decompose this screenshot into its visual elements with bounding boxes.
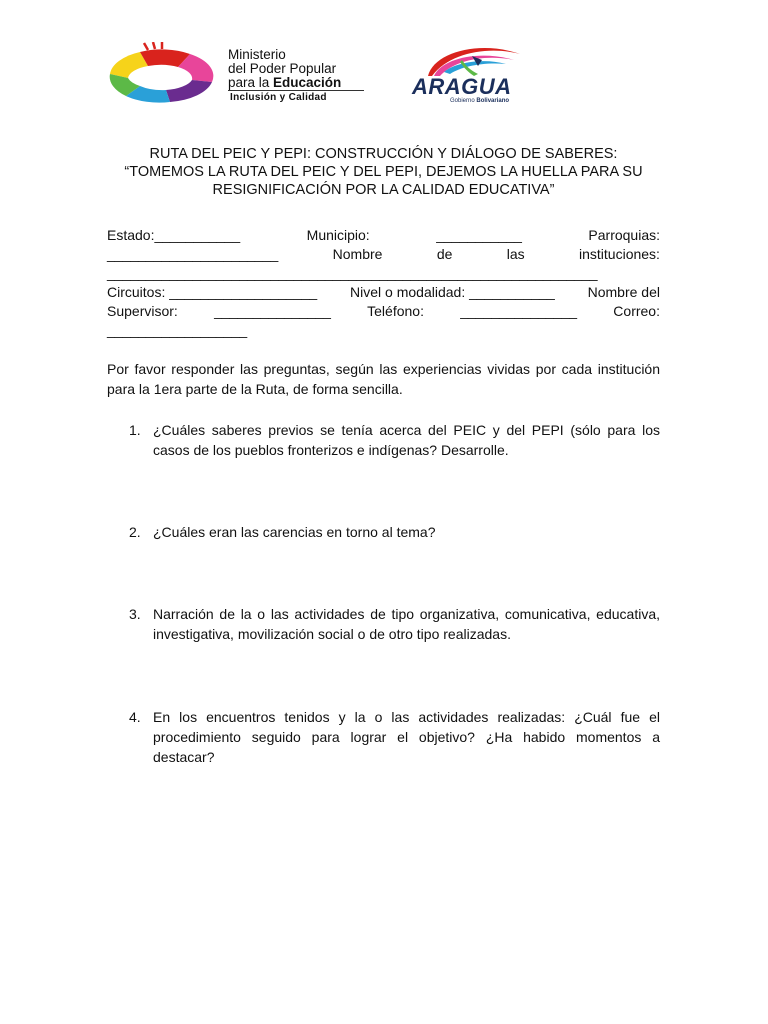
fields-row-4 <box>107 283 660 302</box>
instituciones-field[interactable]: _______________________________________________________________ <box>107 265 598 281</box>
ministerio-logo <box>108 42 370 106</box>
parroquias-field[interactable]: ______________________ <box>107 246 279 262</box>
question-text: Narración de la o las actividades de tipo organizativa, comunicativa, educativa, investigativa, movilización social o de otro tipo realizadas. <box>153 606 660 642</box>
las-label: las <box>506 246 525 262</box>
aragua-logo <box>410 42 536 104</box>
title-line2: “TOMEMOS LA RUTA DEL PEIC Y DEL PEPI, DEJEMOS LA HUELLA PARA SU <box>124 164 643 180</box>
parroquias-label: Parroquias: <box>588 227 660 243</box>
ministerio-line3-a: para la <box>228 75 274 90</box>
intro-paragraph: Por favor responder las preguntas, según las experiencias vividas por cada institución para la 1era parte de la Ruta, de forma sencilla. <box>107 361 660 397</box>
supervisor-field[interactable]: _______________ <box>214 303 331 319</box>
fields-row-5 <box>107 302 660 321</box>
telefono-label: Teléfono: <box>367 303 424 319</box>
circuitos-field[interactable]: Circuitos: ___________________ <box>107 284 318 300</box>
document-title <box>107 145 660 199</box>
title-line3: RESIGNIFICACIÓN POR LA CALIDAD EDUCATIVA” <box>212 182 555 198</box>
ministerio-line2: del Poder Popular <box>228 61 337 76</box>
nivel-field[interactable]: Nivel o modalidad: ___________ <box>350 284 555 300</box>
ministerio-subtitle: Inclusión y Calidad <box>230 92 327 103</box>
question-number: 2. <box>129 524 141 540</box>
fields-row-3 <box>107 264 660 283</box>
telefono-field[interactable]: _______________ <box>460 303 578 319</box>
aragua-sub-b: Bolivariano <box>476 98 510 104</box>
nombre-del-label: Nombre del <box>587 284 660 300</box>
question-number: 4. <box>129 709 141 725</box>
estado-field[interactable]: Estado:___________ <box>107 227 241 243</box>
correo-field[interactable]: __________________ <box>107 322 248 338</box>
municipio-label: Municipio: <box>306 227 370 243</box>
question-4 <box>107 707 660 767</box>
aragua-sub-a: Gobierno <box>450 98 477 104</box>
ministerio-line3-b: Educación <box>273 75 342 90</box>
question-text: ¿Cuáles saberes previos se tenía acerca del PEIC y del PEPI (sólo para los casos de los pueblos fronterizos e indígenas? Desarrolle. <box>153 422 660 458</box>
correo-label: Correo: <box>613 303 660 319</box>
ministerio-divider <box>228 90 364 91</box>
municipio-field[interactable]: ___________ <box>436 227 522 243</box>
instituciones-label: instituciones: <box>579 246 660 262</box>
ministerio-ring-icon <box>108 42 218 106</box>
fields-row-2 <box>107 245 660 264</box>
question-1 <box>107 420 660 460</box>
fields-row-6 <box>107 321 660 340</box>
form-fields <box>107 226 660 340</box>
question-number: 3. <box>129 606 141 622</box>
aragua-wordmark: ARAGUA <box>412 74 512 99</box>
question-text: ¿Cuáles eran las carencias en torno al tema? <box>153 524 436 540</box>
de-label: de <box>436 246 453 262</box>
ministerio-line1: Ministerio <box>228 47 286 62</box>
aragua-subtitle <box>450 98 509 104</box>
question-text: En los encuentros tenidos y la o las actividades realizadas: ¿Cuál fue el procedimiento seguido para lograr el objetivo? ¿Ha habido momentos a destacar? <box>153 709 660 765</box>
question-2 <box>107 522 660 542</box>
ministerio-name <box>228 48 341 90</box>
question-3 <box>107 604 660 644</box>
fields-row-1 <box>107 226 660 245</box>
question-number: 1. <box>129 422 141 438</box>
nombre-label: Nombre <box>332 246 383 262</box>
supervisor-label: Supervisor: <box>107 303 178 319</box>
title-line1: RUTA DEL PEIC Y PEPI: CONSTRUCCIÓN Y DIÁLOGO DE SABERES: <box>149 146 618 162</box>
